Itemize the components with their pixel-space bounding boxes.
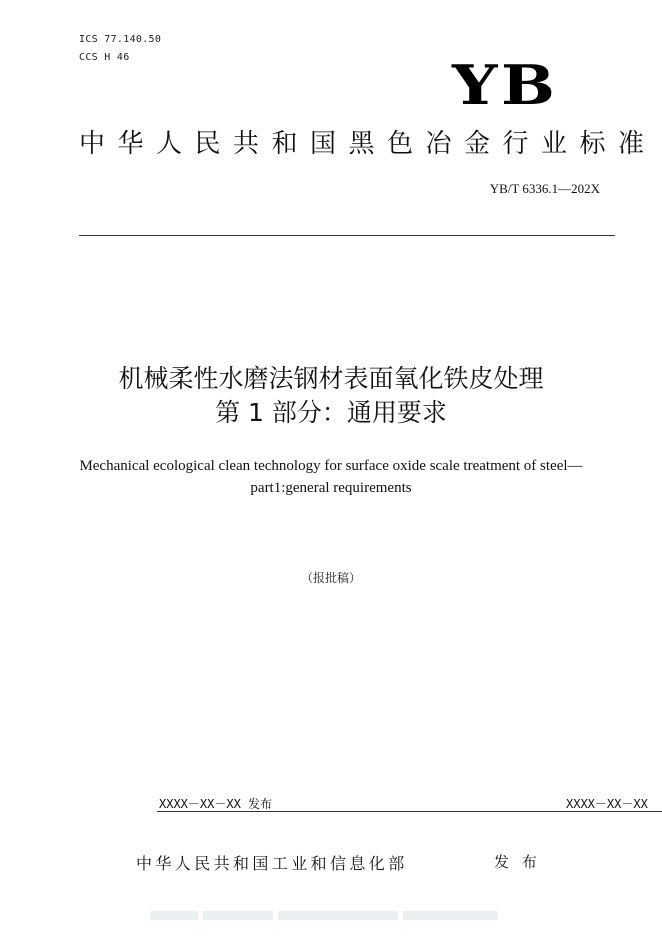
- draft-status: （报批稿）: [300, 571, 361, 585]
- issuing-authority: 中华人民共和国工业和信息化部: [136, 854, 408, 873]
- yb-logo: YB: [452, 53, 559, 117]
- footer-divider: [157, 811, 662, 812]
- ics-code: ICS 77.140.50: [79, 34, 162, 45]
- document-title-en-line2: part1:general requirements: [250, 480, 412, 496]
- standard-category-title: 中华人民共和国黑色冶金行业标准: [79, 129, 657, 159]
- implementation-date: XXXX－XX－XX: [566, 797, 648, 811]
- faint-watermark: [150, 905, 520, 919]
- issue-date: XXXX－XX－XX 发布: [159, 797, 273, 811]
- document-title-zh-line1: 机械柔性水磨法钢材表面氧化铁皮处理: [118, 364, 544, 393]
- issue-label: 发 布: [494, 853, 541, 871]
- document-title-en-line1: Mechanical ecological clean technology for surface oxide scale treatment of steel—: [79, 458, 583, 474]
- document-title-zh-line2: 第 1 部分：通用要求: [215, 398, 447, 427]
- standard-number: YB/T 6336.1—202X: [489, 181, 600, 196]
- header-divider: [79, 235, 615, 236]
- ccs-code: CCS H 46: [79, 52, 130, 63]
